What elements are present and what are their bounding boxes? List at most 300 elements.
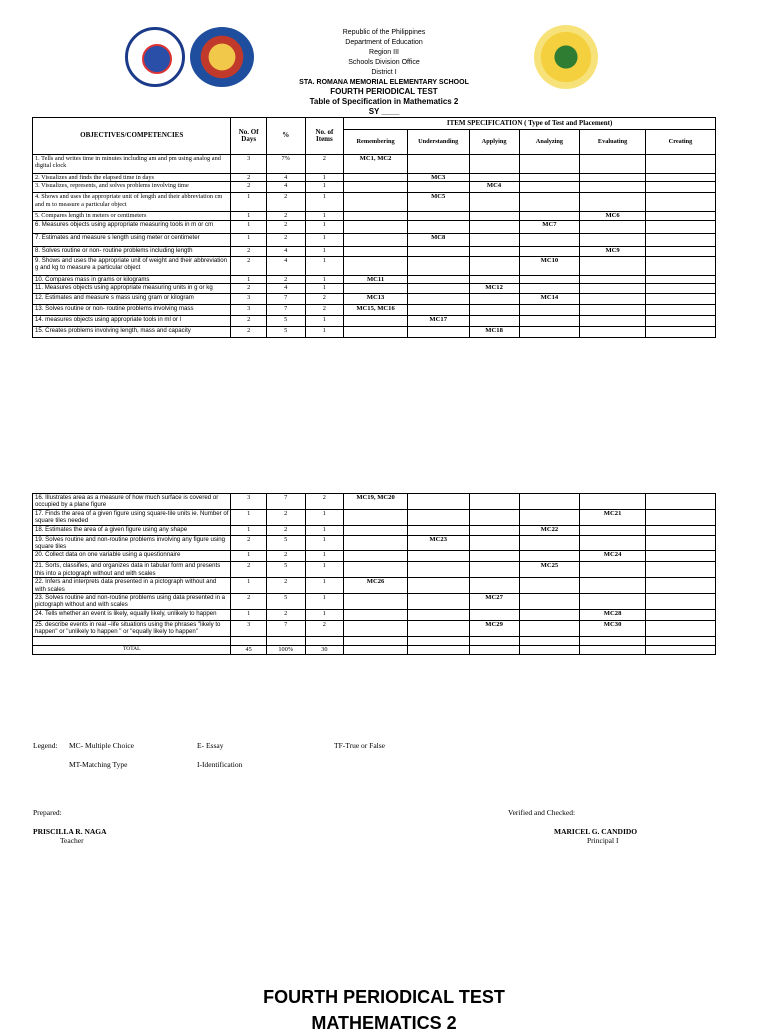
header-remembering: Remembering	[344, 130, 408, 155]
creating-cell	[645, 212, 715, 220]
objective-cell: 8. Solves routine or non- routine problems including length	[33, 246, 231, 256]
objective-cell: 17. Finds the area of a given figure using square-tile units ie. Number of square tiles needed	[33, 509, 231, 525]
remembering-cell	[344, 535, 408, 551]
days-cell: 2	[231, 562, 267, 578]
verified-name: MARICEL G. CANDIDO	[554, 827, 638, 836]
analyzing-cell	[519, 594, 580, 610]
analyzing-cell: MC7	[519, 220, 580, 233]
table-row	[33, 509, 716, 525]
analyzing-cell: MC10	[519, 256, 580, 275]
table-row	[33, 594, 716, 610]
items-cell: 2	[305, 155, 344, 174]
verified-label: Verified and Checked:	[508, 808, 576, 817]
days-cell: 2	[231, 316, 267, 327]
creating-cell	[645, 246, 715, 256]
understanding-cell	[407, 562, 469, 578]
days-cell: 2	[231, 535, 267, 551]
evaluating-cell: MC24	[580, 551, 646, 562]
school-year: SY ____	[368, 107, 400, 116]
evaluating-cell	[580, 256, 646, 275]
applying-cell	[469, 609, 519, 620]
header-percent: %	[266, 118, 305, 155]
understanding-cell	[407, 525, 469, 535]
days-cell: 1	[231, 193, 267, 212]
creating-cell	[645, 193, 715, 212]
header-items: No. of Items	[305, 118, 344, 155]
items-cell: 1	[305, 284, 344, 294]
creating-cell	[645, 155, 715, 174]
table-row	[33, 294, 716, 305]
remembering-cell	[344, 551, 408, 562]
items-cell: 1	[305, 246, 344, 256]
evaluating-cell	[580, 535, 646, 551]
percent-cell: 4	[266, 284, 305, 294]
days-cell: 1	[231, 233, 267, 246]
applying-cell	[469, 256, 519, 275]
applying-cell	[469, 174, 519, 182]
creating-cell	[645, 620, 715, 636]
applying-cell	[469, 275, 519, 283]
objective-cell: 1. Tells and writes time in minutes including am and pm using analog and digital clock	[33, 155, 231, 174]
table-row	[33, 620, 716, 636]
creating-cell	[645, 562, 715, 578]
items-cell: 1	[305, 327, 344, 338]
items-cell: 1	[305, 578, 344, 594]
table-row	[33, 535, 716, 551]
creating-cell	[645, 578, 715, 594]
understanding-cell	[407, 182, 469, 193]
understanding-cell	[407, 275, 469, 283]
items-cell: 2	[305, 620, 344, 636]
table-row	[33, 246, 716, 256]
items-cell: 1	[305, 562, 344, 578]
days-cell: 3	[231, 305, 267, 316]
creating-cell	[645, 609, 715, 620]
applying-cell: MC29	[469, 620, 519, 636]
objective-cell: 19. Solves routine and non-routine problems involving any figure using square tiles	[33, 535, 231, 551]
understanding-cell	[407, 327, 469, 338]
analyzing-cell	[519, 609, 580, 620]
applying-cell	[469, 509, 519, 525]
objective-cell: 25. describe events in real –life situations using the phrases "likely to happen" or "unlikely to happen " or "equally likely to happen"	[33, 620, 231, 636]
creating-cell	[645, 494, 715, 510]
objective-cell: 2. Visualizes and finds the elapsed time in days	[33, 174, 231, 182]
test-title: FOURTH PERIODICAL TEST	[330, 87, 438, 96]
understanding-cell	[407, 578, 469, 594]
understanding-cell	[407, 620, 469, 636]
table-row	[33, 327, 716, 338]
creating-cell	[645, 174, 715, 182]
evaluating-cell	[580, 578, 646, 594]
understanding-cell	[407, 220, 469, 233]
days-cell: 1	[231, 551, 267, 562]
applying-cell	[469, 212, 519, 220]
items-cell: 1	[305, 535, 344, 551]
legend-id: I-Identification	[197, 760, 243, 769]
analyzing-cell	[519, 193, 580, 212]
remembering-cell	[344, 233, 408, 246]
objective-cell: 12. Estimates and measure s mass using gram or kilogram	[33, 294, 231, 305]
evaluating-cell: MC30	[580, 620, 646, 636]
evaluating-cell	[580, 284, 646, 294]
header-line-4: Schools Division Office	[348, 59, 420, 66]
evaluating-cell	[580, 174, 646, 182]
creating-cell	[645, 316, 715, 327]
percent-cell: 5	[266, 316, 305, 327]
table-row	[33, 275, 716, 283]
total-row	[33, 645, 716, 654]
percent-cell: 5	[266, 594, 305, 610]
remembering-cell: MC13	[344, 294, 408, 305]
percent-cell: 5	[266, 535, 305, 551]
remembering-cell	[344, 609, 408, 620]
objective-cell: 10. Compares mass in grams or kilograms	[33, 275, 231, 283]
understanding-cell	[407, 494, 469, 510]
objective-cell: 3. Visualizes, represents, and solves problems involving time	[33, 182, 231, 193]
remembering-cell	[344, 327, 408, 338]
remembering-cell: MC11	[344, 275, 408, 283]
creating-cell	[645, 275, 715, 283]
days-cell: 1	[231, 578, 267, 594]
table-row	[33, 609, 716, 620]
table-row	[33, 220, 716, 233]
applying-cell	[469, 551, 519, 562]
days-cell: 2	[231, 182, 267, 193]
creating-cell	[645, 525, 715, 535]
percent-cell: 2	[266, 275, 305, 283]
header-analyzing: Analyzing	[519, 130, 580, 155]
remembering-cell	[344, 594, 408, 610]
days-cell: 2	[231, 284, 267, 294]
creating-cell	[645, 220, 715, 233]
remembering-cell: MC19, MC20	[344, 494, 408, 510]
remembering-cell	[344, 193, 408, 212]
days-cell: 2	[231, 327, 267, 338]
items-cell: 1	[305, 256, 344, 275]
analyzing-cell	[519, 551, 580, 562]
applying-cell: MC27	[469, 594, 519, 610]
table-row	[33, 494, 716, 510]
header-creating: Creating	[645, 130, 715, 155]
percent-cell: 7	[266, 620, 305, 636]
table-row	[33, 284, 716, 294]
percent-cell: 7	[266, 294, 305, 305]
understanding-cell	[407, 155, 469, 174]
evaluating-cell	[580, 233, 646, 246]
applying-cell	[469, 294, 519, 305]
days-cell: 2	[231, 256, 267, 275]
percent-cell: 4	[266, 174, 305, 182]
remembering-cell	[344, 212, 408, 220]
items-cell: 1	[305, 212, 344, 220]
percent-cell: 2	[266, 220, 305, 233]
objective-cell: 18. Estimates the area of a given figure using any shape	[33, 525, 231, 535]
days-cell: 2	[231, 246, 267, 256]
evaluating-cell	[580, 316, 646, 327]
understanding-cell: MC3	[407, 174, 469, 182]
table-row	[33, 525, 716, 535]
understanding-cell	[407, 305, 469, 316]
days-cell: 1	[231, 220, 267, 233]
percent-cell: 2	[266, 509, 305, 525]
evaluating-cell	[580, 220, 646, 233]
items-cell: 1	[305, 182, 344, 193]
prepared-label: Prepared:	[33, 808, 62, 817]
remembering-cell	[344, 182, 408, 193]
objective-cell: 21. Sorts, classifies, and organizes data in tabular form and presents this into a pictograph without and with scales	[33, 562, 231, 578]
percent-cell: 4	[266, 246, 305, 256]
specification-table-1	[32, 117, 716, 338]
table-row	[33, 551, 716, 562]
legend-tf: TF-True or False	[334, 741, 385, 750]
evaluating-cell: MC9	[580, 246, 646, 256]
header-line-5: District I	[371, 69, 397, 76]
table-row	[33, 212, 716, 220]
blank-row	[33, 636, 716, 645]
percent-cell: 4	[266, 182, 305, 193]
applying-cell	[469, 494, 519, 510]
applying-cell: MC4	[469, 182, 519, 193]
percent-cell: 2	[266, 609, 305, 620]
remembering-cell	[344, 509, 408, 525]
header-days: No. Of Days	[231, 118, 267, 155]
items-cell: 2	[305, 305, 344, 316]
percent-cell: 2	[266, 193, 305, 212]
evaluating-cell	[580, 327, 646, 338]
total-label: TOTAL	[33, 645, 231, 654]
understanding-cell: MC23	[407, 535, 469, 551]
creating-cell	[645, 509, 715, 525]
analyzing-cell	[519, 327, 580, 338]
applying-cell	[469, 233, 519, 246]
header-understanding: Understanding	[407, 130, 469, 155]
evaluating-cell	[580, 193, 646, 212]
remembering-cell	[344, 220, 408, 233]
creating-cell	[645, 327, 715, 338]
applying-cell	[469, 193, 519, 212]
understanding-cell	[407, 609, 469, 620]
percent-cell: 7	[266, 494, 305, 510]
header-line-3: Region III	[369, 49, 399, 56]
table-row	[33, 305, 716, 316]
days-cell: 3	[231, 294, 267, 305]
items-cell: 2	[305, 494, 344, 510]
analyzing-cell	[519, 316, 580, 327]
legend-mc: MC- Multiple Choice	[69, 741, 134, 750]
evaluating-cell	[580, 494, 646, 510]
evaluating-cell	[580, 525, 646, 535]
understanding-cell	[407, 256, 469, 275]
table-row	[33, 562, 716, 578]
percent-cell: 2	[266, 525, 305, 535]
table-row	[33, 155, 716, 174]
analyzing-cell: MC14	[519, 294, 580, 305]
items-cell: 1	[305, 316, 344, 327]
objective-cell: 20. Collect data on one variable using a questionnaire	[33, 551, 231, 562]
table-title: Table of Specification in Mathematics 2	[309, 97, 459, 106]
days-cell: 1	[231, 609, 267, 620]
applying-cell	[469, 316, 519, 327]
days-cell: 2	[231, 594, 267, 610]
remembering-cell	[344, 174, 408, 182]
analyzing-cell	[519, 494, 580, 510]
applying-cell	[469, 525, 519, 535]
prepared-name: PRISCILLA R. NAGA	[33, 827, 107, 836]
remembering-cell: MC1, MC2	[344, 155, 408, 174]
remembering-cell: MC26	[344, 578, 408, 594]
understanding-cell	[407, 551, 469, 562]
remembering-cell	[344, 246, 408, 256]
applying-cell	[469, 305, 519, 316]
objective-cell: 13. Solves routine or non- routine problems involving mass	[33, 305, 231, 316]
evaluating-cell	[580, 594, 646, 610]
objective-cell: 23. Solves routine and non-routine problems using data presented in a pictograph without and with scales	[33, 594, 231, 610]
analyzing-cell	[519, 535, 580, 551]
items-cell: 1	[305, 275, 344, 283]
objective-cell: 15. Creates problems involving length, mass and capacity	[33, 327, 231, 338]
evaluating-cell: MC6	[580, 212, 646, 220]
specification-table-2	[32, 493, 716, 655]
total-days: 45	[231, 645, 267, 654]
days-cell: 3	[231, 155, 267, 174]
creating-cell	[645, 294, 715, 305]
analyzing-cell: MC25	[519, 562, 580, 578]
table-row	[33, 316, 716, 327]
remembering-cell	[344, 562, 408, 578]
creating-cell	[645, 551, 715, 562]
understanding-cell: MC5	[407, 193, 469, 212]
percent-cell: 2	[266, 233, 305, 246]
understanding-cell	[407, 594, 469, 610]
creating-cell	[645, 256, 715, 275]
header-line-1: Republic of the Philippines	[342, 29, 426, 36]
percent-cell: 4	[266, 256, 305, 275]
table-row	[33, 174, 716, 182]
creating-cell	[645, 305, 715, 316]
applying-cell	[469, 578, 519, 594]
understanding-cell	[407, 509, 469, 525]
evaluating-cell	[580, 562, 646, 578]
header-line-2: Department of Education	[345, 39, 423, 46]
analyzing-cell	[519, 509, 580, 525]
prepared-title: Teacher	[60, 836, 84, 845]
evaluating-cell	[580, 155, 646, 174]
analyzing-cell	[519, 578, 580, 594]
header-evaluating: Evaluating	[580, 130, 646, 155]
next-page-subtitle: MATHEMATICS 2	[311, 1013, 457, 1033]
items-cell: 2	[305, 294, 344, 305]
percent-cell: 2	[266, 551, 305, 562]
applying-cell	[469, 220, 519, 233]
legend-mt: MT-Matching Type	[69, 760, 128, 769]
objective-cell: 16. Illustrates area as a measure of how much surface is covered or occupied by a plane figure	[33, 494, 231, 510]
items-cell: 1	[305, 220, 344, 233]
objective-cell: 6. Measures objects using appropriate measuring tools in m or cm	[33, 220, 231, 233]
days-cell: 2	[231, 174, 267, 182]
percent-cell: 2	[266, 578, 305, 594]
objective-cell: 9. Shows and uses the appropriate unit of weight and their abbreviation g and kg to measure a particular object	[33, 256, 231, 275]
understanding-cell	[407, 284, 469, 294]
creating-cell	[645, 284, 715, 294]
items-cell: 1	[305, 525, 344, 535]
table-row	[33, 578, 716, 594]
days-cell: 3	[231, 494, 267, 510]
analyzing-cell	[519, 155, 580, 174]
remembering-cell	[344, 256, 408, 275]
understanding-cell	[407, 294, 469, 305]
days-cell: 1	[231, 525, 267, 535]
percent-cell: 5	[266, 562, 305, 578]
total-percent: 100%	[266, 645, 305, 654]
analyzing-cell	[519, 182, 580, 193]
understanding-cell	[407, 246, 469, 256]
legend-label: Legend:	[33, 741, 58, 750]
objective-cell: 14. measures objects using appropriate tools in ml or l	[33, 316, 231, 327]
items-cell: 1	[305, 233, 344, 246]
legend-essay: E- Essay	[197, 741, 224, 750]
analyzing-cell: MC22	[519, 525, 580, 535]
analyzing-cell	[519, 305, 580, 316]
days-cell: 1	[231, 509, 267, 525]
objective-cell: 5. Compares length in meters or centimeters	[33, 212, 231, 220]
applying-cell	[469, 155, 519, 174]
evaluating-cell: MC28	[580, 609, 646, 620]
analyzing-cell	[519, 174, 580, 182]
table-row	[33, 193, 716, 212]
creating-cell	[645, 182, 715, 193]
table-row	[33, 256, 716, 275]
header-item-spec: ITEM SPECIFICATION ( Type of Test and Placement)	[344, 118, 716, 130]
applying-cell: MC18	[469, 327, 519, 338]
analyzing-cell	[519, 212, 580, 220]
header-applying: Applying	[469, 130, 519, 155]
days-cell: 3	[231, 620, 267, 636]
applying-cell: MC12	[469, 284, 519, 294]
items-cell: 1	[305, 551, 344, 562]
objective-cell: 7. Estimates and measure s length using meter or centimeter	[33, 233, 231, 246]
objective-cell: 11. Measures objects using appropriate measuring units in g or kg	[33, 284, 231, 294]
remembering-cell	[344, 525, 408, 535]
analyzing-cell	[519, 620, 580, 636]
applying-cell	[469, 246, 519, 256]
items-cell: 1	[305, 193, 344, 212]
days-cell: 1	[231, 275, 267, 283]
objective-cell: 24. Tells whether an event is likely, equally likely, unlikely to happen	[33, 609, 231, 620]
items-cell: 1	[305, 594, 344, 610]
school-name: STA. ROMANA MEMORIAL ELEMENTARY SCHOOL	[299, 79, 469, 86]
analyzing-cell	[519, 275, 580, 283]
items-cell: 1	[305, 609, 344, 620]
remembering-cell	[344, 620, 408, 636]
analyzing-cell	[519, 284, 580, 294]
objective-cell: 22. Infers and interprets data presented in a pictograph without and with scales	[33, 578, 231, 594]
percent-cell: 2	[266, 212, 305, 220]
evaluating-cell	[580, 182, 646, 193]
evaluating-cell	[580, 294, 646, 305]
remembering-cell	[344, 316, 408, 327]
items-cell: 1	[305, 174, 344, 182]
evaluating-cell	[580, 275, 646, 283]
next-page-title: FOURTH PERIODICAL TEST	[263, 987, 505, 1007]
creating-cell	[645, 535, 715, 551]
understanding-cell	[407, 212, 469, 220]
applying-cell	[469, 562, 519, 578]
applying-cell	[469, 535, 519, 551]
evaluating-cell	[580, 305, 646, 316]
verified-title: Principal I	[587, 836, 619, 845]
percent-cell: 7%	[266, 155, 305, 174]
total-items: 30	[305, 645, 344, 654]
